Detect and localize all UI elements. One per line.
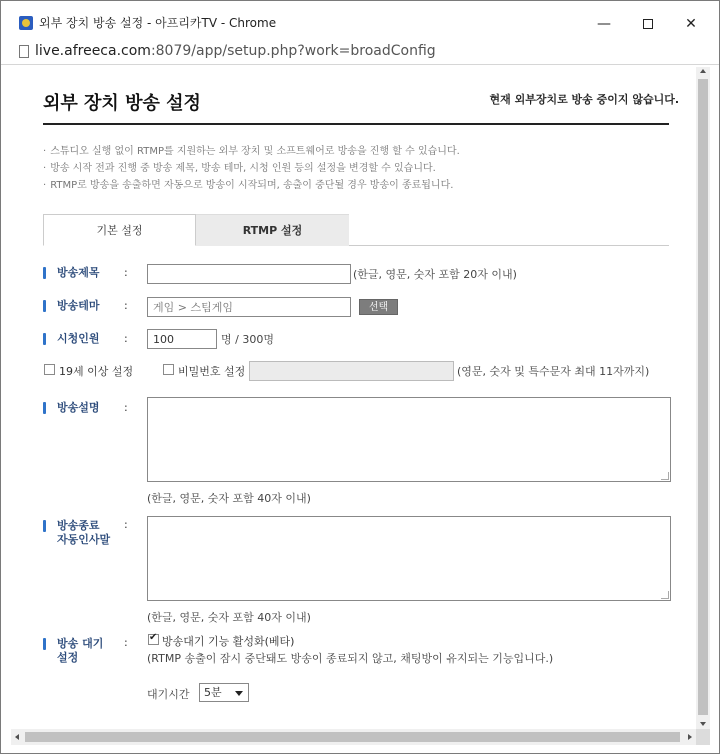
address-bar[interactable] [1, 41, 719, 65]
broadcast-title-hint: (한글, 영문, 숫자 포함 20자 이내) [353, 268, 517, 281]
password-input[interactable] [249, 361, 454, 381]
standby-enable-checkbox[interactable] [148, 634, 159, 645]
label-marker [43, 300, 46, 312]
tab-basic-settings[interactable]: 기본 설정 [43, 214, 196, 246]
close-button[interactable]: ✕ [685, 16, 697, 32]
broadcast-description-hint: (한글, 영문, 숫자 포함 40자 이내) [147, 492, 311, 505]
colon: : [124, 332, 128, 345]
settings-tabs [43, 214, 669, 246]
vertical-scrollbar[interactable] [696, 67, 710, 729]
label-marker [43, 402, 46, 414]
dropdown-caret-icon [235, 691, 243, 696]
label-marker [43, 638, 46, 650]
end-greeting-hint: (한글, 영문, 숫자 포함 40자 이내) [147, 611, 311, 624]
viewer-limit-input[interactable]: 100 [147, 329, 217, 349]
page-title: 외부 장치 방송 설정 [43, 93, 201, 114]
broadcast-title-input[interactable] [147, 264, 351, 284]
broadcast-title-label: 방송제목 [43, 266, 100, 280]
broadcast-description-textarea[interactable] [147, 397, 671, 482]
notice-item: · 방송 시작 전과 진행 중 방송 제목, 방송 테마, 시청 인원 등의 설정을 변경할 수 있습니다. [43, 160, 683, 177]
resize-grip-icon[interactable] [661, 472, 669, 480]
standby-setting-label: 방송 대기 설정 [43, 637, 103, 665]
broadcast-description-label: 방송설명 [43, 401, 100, 415]
password-hint: (영문, 숫자 및 특수문자 최대 11자까지) [457, 365, 650, 378]
broadcast-theme-label: 방송테마 [43, 299, 100, 313]
horizontal-scrollbar[interactable] [11, 729, 696, 745]
theme-select-button[interactable]: 선택 [359, 299, 398, 315]
horizontal-scroll-thumb[interactable] [25, 732, 680, 742]
adult-only-label: 19세 이상 설정 [59, 365, 134, 378]
label-marker [43, 267, 46, 279]
colon: : [124, 518, 128, 531]
tab-rtmp-settings[interactable]: RTMP 설정 [196, 214, 349, 246]
url-path: :8079/app/setup.php?work=broadConfig [150, 43, 436, 59]
title-divider [43, 123, 669, 125]
broadcast-theme-input[interactable]: 게임 > 스팀게임 [147, 297, 351, 317]
scroll-down-icon[interactable] [700, 722, 706, 726]
colon: : [124, 299, 128, 312]
window-title: 외부 장치 방송 설정 - 아프리카TV - Chrome [39, 16, 277, 30]
colon: : [124, 401, 128, 414]
end-greeting-label: 방송종료 자동인사말 [43, 519, 110, 547]
notice-item: · 스튜디오 실행 없이 RTMP를 지원하는 외부 장치 및 소프트웨어로 방송을 진행 할 수 있습니다. [43, 143, 683, 160]
adult-only-checkbox[interactable] [44, 364, 55, 375]
viewer-limit-hint: 명 / 300명 [221, 333, 274, 346]
wait-time-select[interactable] [199, 683, 249, 702]
title-bar [1, 1, 719, 41]
minimize-button[interactable]: — [597, 16, 611, 32]
wait-time-value: 5분 [204, 686, 222, 699]
scroll-up-icon[interactable] [700, 69, 706, 73]
password-checkbox[interactable] [163, 364, 174, 375]
password-label: 비밀번호 설정 [178, 365, 246, 378]
scroll-right-icon[interactable] [688, 734, 692, 740]
url-host: live.afreeca.com [35, 43, 151, 59]
page-viewport [11, 67, 696, 729]
maximize-icon [643, 19, 653, 29]
scroll-left-icon[interactable] [15, 734, 19, 740]
url-text[interactable] [35, 43, 436, 59]
maximize-button[interactable] [625, 9, 671, 39]
label-marker [43, 333, 46, 345]
afreecatv-app-icon [19, 16, 33, 30]
scrollbar-corner [696, 729, 710, 745]
colon: : [124, 266, 128, 279]
standby-enable-label: 방송대기 기능 활성화(베타) [162, 635, 295, 648]
viewer-limit-label: 시청인원 [43, 332, 100, 346]
label-marker [43, 520, 46, 532]
page-icon [19, 45, 29, 58]
colon: : [124, 636, 128, 649]
broadcast-status: 현재 외부장치로 방송 중이지 않습니다. [489, 93, 679, 106]
standby-description: (RTMP 송출이 잠시 중단돼도 방송이 종료되지 않고, 채팅방이 유지되는 기능입니다.) [147, 652, 554, 665]
resize-grip-icon[interactable] [661, 591, 669, 599]
end-greeting-textarea[interactable] [147, 516, 671, 601]
vertical-scroll-thumb[interactable] [698, 79, 708, 715]
notice-list [43, 143, 683, 194]
wait-time-label: 대기시간 [147, 688, 190, 701]
notice-item: · RTMP로 방송을 송출하면 자동으로 방송이 시작되며, 송출이 중단될 경우 방송이 종료됩니다. [43, 177, 683, 194]
